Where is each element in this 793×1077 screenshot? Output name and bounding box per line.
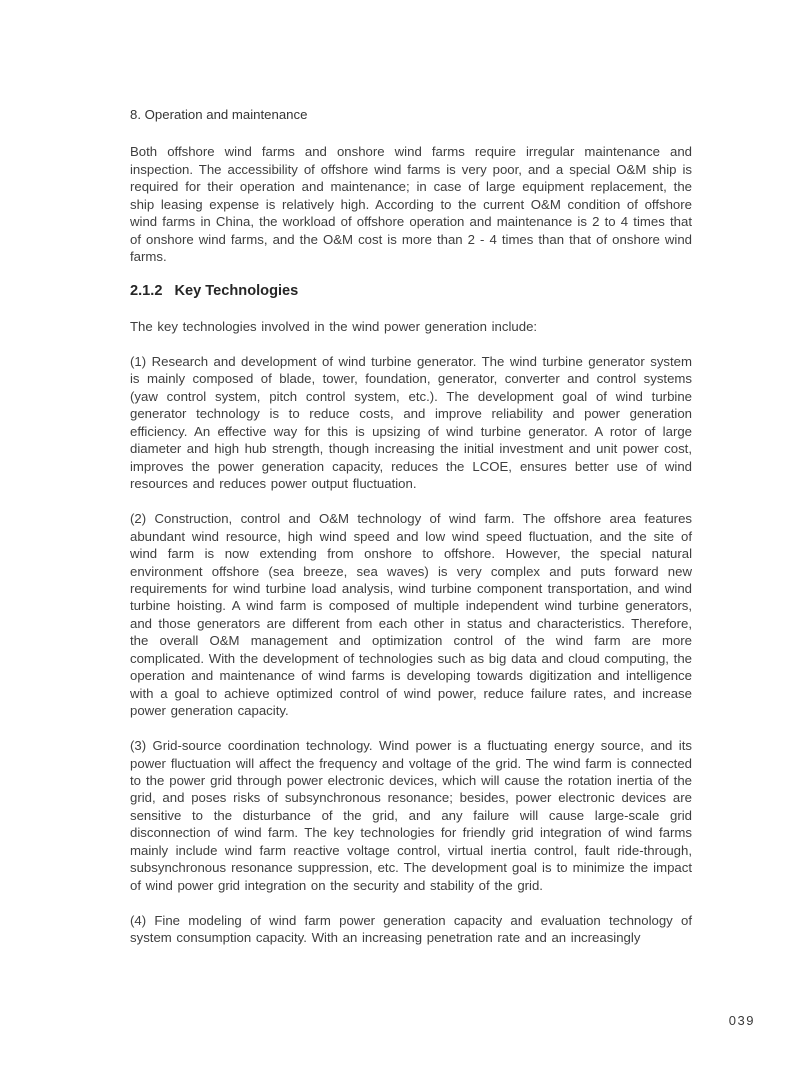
section-heading-operation-maintenance: 8. Operation and maintenance	[130, 107, 308, 122]
paragraph-tech-1: (1) Research and development of wind turbine generator. The wind turbine generator system is mainly composed of blade, tower, foundation, generator, converter and control systems (yaw control system, pitch control system, etc.). The development goal of wind turbine generator technology is to reduce costs, and improve reliability and power generation efficiency. An effective way for this is upsizing of wind turbine generator. A rotor of large diameter and high hub strength, though increasing the initial investment and unit power cost, improves the power generation capacity, reduces the LCOE, ensures better use of wind resources and reduces power output fluctuation.	[130, 354, 692, 492]
page-number: 039	[728, 1013, 755, 1028]
subsection-title: Key Technologies	[174, 283, 299, 300]
paragraph-tech-3: (3) Grid-source coordination technology. Wind power is a fluctuating energy source, and its power fluctuation will affect the frequency and voltage of the grid. The wind farm is connected to the power grid through power electronic devices, which will cause the rotation inertia of the grid, and poses risks of subsynchronous resonance; besides, power electronic devices are sensitive to the disturbance of the grid, and any failure will cause large-scale grid disconnection of wind farm. The key technologies for friendly grid integration of wind farms mainly include wind farm reactive voltage control, virtual inertia control, fault ride-through, subsynchronous resonance suppression, etc. The development goal is to minimize the impact of wind power grid integration on the security and stability of the grid.	[130, 738, 692, 893]
subsection-heading	[130, 283, 692, 299]
paragraph-tech-2: (2) Construction, control and O&M technology of wind farm. The offshore area features abundant wind resource, high wind speed and low wind speed fluctuation, and the site of wind farm is now extending from onshore to offshore. However, the special natural environment offshore (sea breeze, sea waves) is very complex and puts forward new requirements for wind turbine load analysis, wind turbine component transportation, and wind turbine hoisting. A wind farm is composed of multiple independent wind turbine generators, and those generators are different from each other in status and characteristics. Therefore, the overall O&M management and optimization control of the wind farm are more complicated. With the development of technologies such as big data and cloud computing, the operation and maintenance of wind farms is developing towards digitization and intelligence with a goal to achieve optimized control of wind power, reduce failure rates, and increase power generation capacity.	[130, 511, 692, 719]
subsection-number: 2.1.2	[130, 283, 163, 300]
intro-paragraph: The key technologies involved in the wind power generation include:	[130, 319, 538, 335]
page-content	[130, 106, 692, 964]
paragraph-tech-4: (4) Fine modeling of wind farm power generation capacity and evaluation technology of system consumption capacity. With an increasing penetration rate and an increasingly	[130, 912, 692, 946]
paragraph-operation-maintenance: Both offshore wind farms and onshore wind farms require irregular maintenance and inspection. The accessibility of offshore wind farms is very poor, and a special O&M ship is required for their operation and maintenance; in case of large equipment replacement, the ship leasing expense is relatively high. According to the current O&M condition of offshore wind farms in China, the workload of offshore operation and maintenance is 2 to 4 times that of onshore wind farms, and the O&M cost is more than 2 - 4 times than that of onshore wind farms.	[130, 144, 692, 265]
